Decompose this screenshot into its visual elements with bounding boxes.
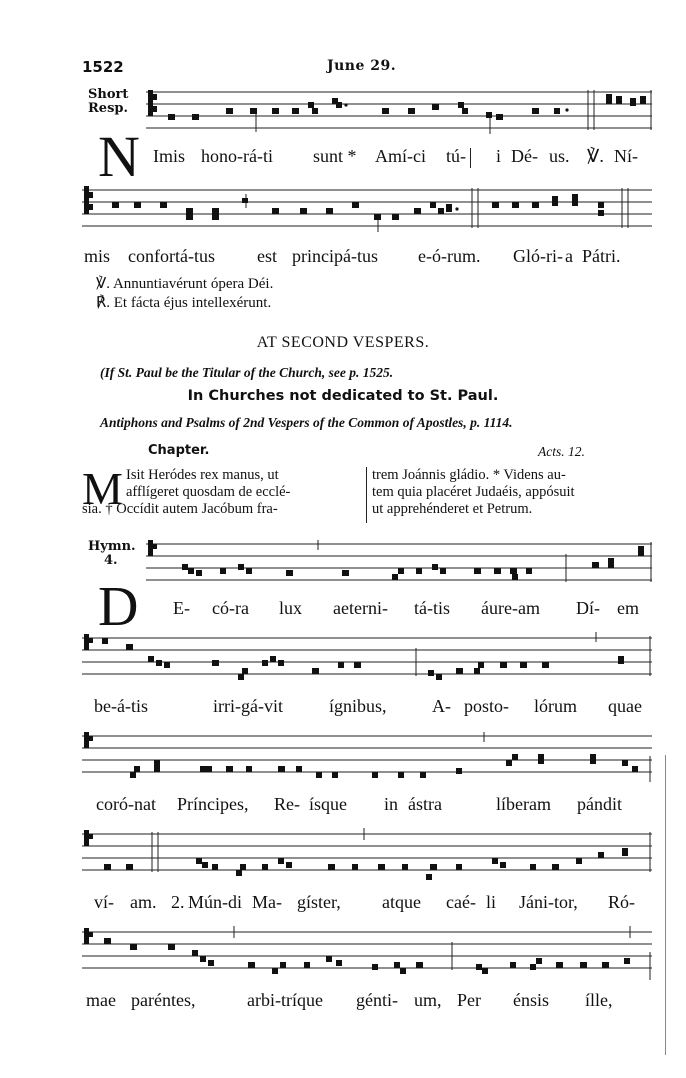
page-number: 1522 bbox=[82, 58, 124, 76]
chapter-column-1: Isit Heródes rex manus, ut afflígeret quosdam de ecclé- sia. † Occídit autem Jacóbum fra- bbox=[82, 467, 291, 517]
hymn-staff-2 bbox=[82, 630, 652, 686]
versicle-line: ℣. Annuntiavérunt ópera Déi. bbox=[96, 276, 274, 292]
hymn-staff-1 bbox=[146, 538, 652, 592]
antiphons-note: Antiphons and Psalms of 2nd Vespers of the Common of Apostles, p. 1114. bbox=[100, 415, 513, 430]
chapter-column-2: trem Joánnis gládio. * Videns au- tem quia placéret Judaéis, appósuit ut apprehénderet et Petrum. bbox=[372, 467, 575, 517]
page-date: June 29. bbox=[327, 58, 397, 74]
page-header bbox=[82, 58, 648, 82]
short-resp-label: Short Resp. bbox=[88, 87, 129, 116]
vespers-heading: AT SECOND VESPERS. bbox=[256, 334, 430, 351]
resp-initial: N bbox=[98, 124, 140, 189]
resp-staff-2 bbox=[82, 182, 652, 234]
titular-note: (If St. Paul be the Titular of the Church, see p. 1525. bbox=[100, 365, 394, 380]
resp-lyrics-2: mis confortá-tus est principá-tus e-ó-rum. Gló-ri- a Pátri. bbox=[84, 246, 621, 266]
hymn-staff-4 bbox=[82, 826, 652, 882]
resp-bar-divider bbox=[470, 148, 471, 168]
page-edge-line bbox=[665, 755, 666, 1055]
chapter-label: Chapter. bbox=[148, 443, 210, 458]
response-line: ℟. Et fácta éjus intellexérunt. bbox=[96, 295, 272, 311]
hymn-lyrics-4: ví- am. 2. Mún-di Ma- gíster, atque caé- li Jáni-tor, Ró- bbox=[94, 892, 635, 912]
hymn-label: Hymn. 4. bbox=[88, 539, 136, 568]
hymn-initial: D bbox=[98, 576, 139, 638]
hymn-lyrics-1: E- có-ra lux aeterni- tá-tis áure-am Dí- em bbox=[173, 598, 639, 618]
hymn-lyrics-2: be-á-tis irri-gá-vit ígnibus, A- posto- lórum quae bbox=[94, 696, 642, 716]
chapter-initial: M bbox=[82, 463, 123, 514]
hymn-staff-5 bbox=[82, 924, 652, 984]
churches-subheading: In Churches not dedicated to St. Paul. bbox=[187, 388, 499, 404]
chapter-column-divider bbox=[366, 467, 367, 523]
chapter-reference: Acts. 12. bbox=[538, 444, 585, 459]
hymn-lyrics-5: mae paréntes, arbi-tríque génti- um, Per énsis ílle, bbox=[86, 990, 613, 1010]
hymn-staff-3 bbox=[82, 728, 652, 784]
hymn-lyrics-3: coró-nat Príncipes, Re- ísque in ástra líberam pándit bbox=[96, 794, 622, 814]
resp-lyrics-1: Imis hono-rá-ti sunt * Amí-ci tú- i Dé- us. ℣. Ní- bbox=[153, 146, 638, 166]
resp-staff-1 bbox=[146, 86, 652, 138]
